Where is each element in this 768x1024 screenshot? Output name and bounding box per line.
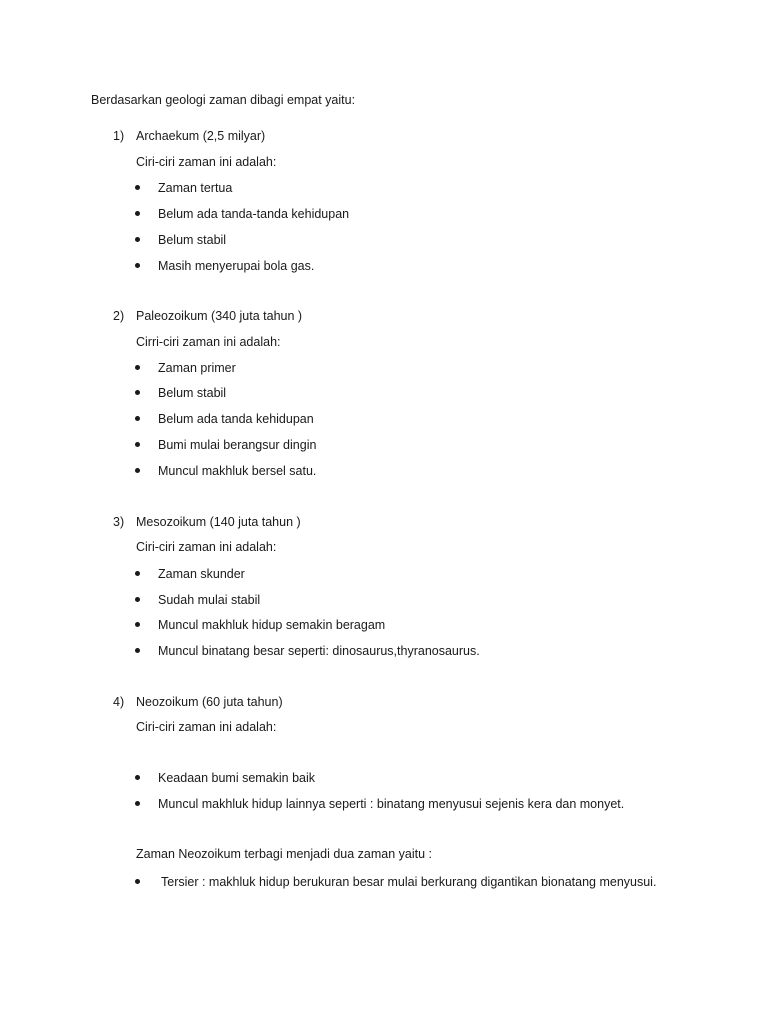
era-number: 3) (113, 515, 125, 529)
list-item: Muncul makhluk hidup semakin beragam (158, 618, 386, 632)
bullet-icon (135, 879, 140, 884)
bullet-icon (135, 365, 140, 370)
bullet-icon (135, 263, 140, 268)
list-item: Muncul binatang besar seperti: dinosaurus,thyranosaurus. (158, 644, 480, 658)
bullet-icon (135, 390, 140, 395)
era-title: Paleozoikum (340 juta tahun ) (136, 309, 303, 323)
list-item: Bumi mulai berangsur dingin (158, 438, 317, 452)
list-item: Belum ada tanda-tanda kehidupan (158, 207, 350, 221)
era-title: Neozoikum (60 juta tahun) (136, 695, 283, 709)
bullet-icon (135, 185, 140, 190)
era-title: Archaekum (2,5 milyar) (136, 129, 266, 143)
bullet-icon (135, 416, 140, 421)
list-item: Keadaan bumi semakin baik (158, 771, 316, 785)
list-item: Muncul makhluk hidup lainnya seperti : binatang menyusui sejenis kera dan monyet. (158, 797, 625, 811)
bullet-icon (135, 801, 140, 806)
intro-text: Berdasarkan geologi zaman dibagi empat yaitu: (91, 93, 356, 107)
era-subtitle: Ciri-ciri zaman ini adalah: (136, 720, 277, 734)
list-item: Zaman tertua (158, 181, 233, 195)
bullet-icon (135, 775, 140, 780)
list-item: Tersier : makhluk hidup berukuran besar mulai berkurang digantikan bionatang menyusui. (161, 875, 657, 889)
neozoikum-note: Zaman Neozoikum terbagi menjadi dua zaman yaitu : (136, 847, 432, 861)
list-item: Belum stabil (158, 233, 227, 247)
era-subtitle: Ciri-ciri zaman ini adalah: (136, 540, 277, 554)
bullet-icon (135, 442, 140, 447)
era-number: 2) (113, 309, 125, 323)
list-item: Masih menyerupai bola gas. (158, 259, 315, 273)
list-item: Zaman skunder (158, 567, 245, 581)
era-subtitle: Cirri-ciri zaman ini adalah: (136, 335, 281, 349)
list-item: Belum stabil (158, 386, 227, 400)
bullet-icon (135, 211, 140, 216)
era-subtitle: Ciri-ciri zaman ini adalah: (136, 155, 277, 169)
bullet-icon (135, 468, 140, 473)
list-item: Muncul makhluk bersel satu. (158, 464, 317, 478)
era-number: 4) (113, 695, 125, 709)
list-item: Zaman primer (158, 361, 236, 375)
list-item: Belum ada tanda kehidupan (158, 412, 314, 426)
bullet-icon (135, 597, 140, 602)
bullet-icon (135, 571, 140, 576)
bullet-icon (135, 237, 140, 242)
list-item: Sudah mulai stabil (158, 593, 261, 607)
era-number: 1) (113, 129, 125, 143)
era-title: Mesozoikum (140 juta tahun ) (136, 515, 301, 529)
bullet-icon (135, 622, 140, 627)
bullet-icon (135, 648, 140, 653)
